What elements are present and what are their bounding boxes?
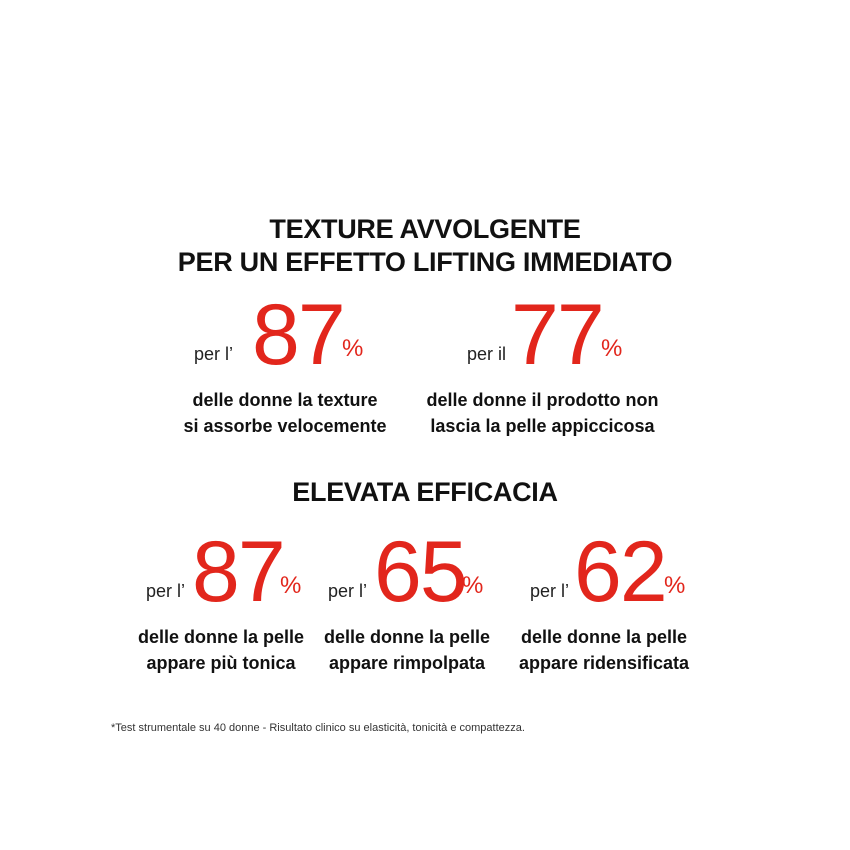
stat-unit: % xyxy=(601,335,623,362)
stat-plumped xyxy=(318,524,496,676)
stat-number-row xyxy=(318,524,496,620)
stat-value: 62 xyxy=(574,524,666,620)
stat-more-toned xyxy=(132,524,310,676)
stat-unit: % xyxy=(462,572,484,599)
stat-caption: delle donne il prodotto non lascia la pelle appiccicosa xyxy=(426,390,659,436)
stat-number-row xyxy=(132,524,310,620)
stat-not-sticky xyxy=(425,287,660,439)
section-heading-efficacy: ELEVATA EFFICACIA xyxy=(292,477,558,507)
stat-value: 77 xyxy=(511,287,603,383)
heading-line-1: TEXTURE AVVOLGENTE xyxy=(269,214,581,244)
stat-value: 65 xyxy=(374,524,466,620)
stat-caption: delle donne la pelle appare ridensificata xyxy=(518,627,690,673)
stat-prefix: per l’ xyxy=(530,581,570,601)
stat-redensified xyxy=(512,524,696,676)
stat-caption: delle donne la pelle appare più tonica xyxy=(137,627,305,673)
stat-prefix: per l’ xyxy=(328,581,368,601)
stat-prefix: per il xyxy=(467,344,507,364)
stat-prefix: per l’ xyxy=(194,344,234,364)
stat-unit: % xyxy=(342,335,364,362)
stat-caption: delle donne la texture si assorbe velocemente xyxy=(183,390,387,436)
stat-value: 87 xyxy=(192,524,284,620)
stat-unit: % xyxy=(280,572,302,599)
stat-absorbs-quickly xyxy=(180,287,390,439)
stat-value: 87 xyxy=(252,287,344,383)
footnote: *Test strumentale su 40 donne - Risultato clinico su elasticità, tonicità e compattezza. xyxy=(111,722,525,734)
stat-prefix: per l’ xyxy=(146,581,186,601)
stat-number-row xyxy=(512,524,696,620)
stat-caption: delle donne la pelle appare rimpolpata xyxy=(323,627,491,673)
heading-line-2: PER UN EFFETTO LIFTING IMMEDIATO xyxy=(177,247,673,277)
stat-number-row xyxy=(180,287,390,383)
stat-number-row xyxy=(425,287,660,383)
stat-unit: % xyxy=(664,572,686,599)
section-heading-texture xyxy=(0,213,850,279)
